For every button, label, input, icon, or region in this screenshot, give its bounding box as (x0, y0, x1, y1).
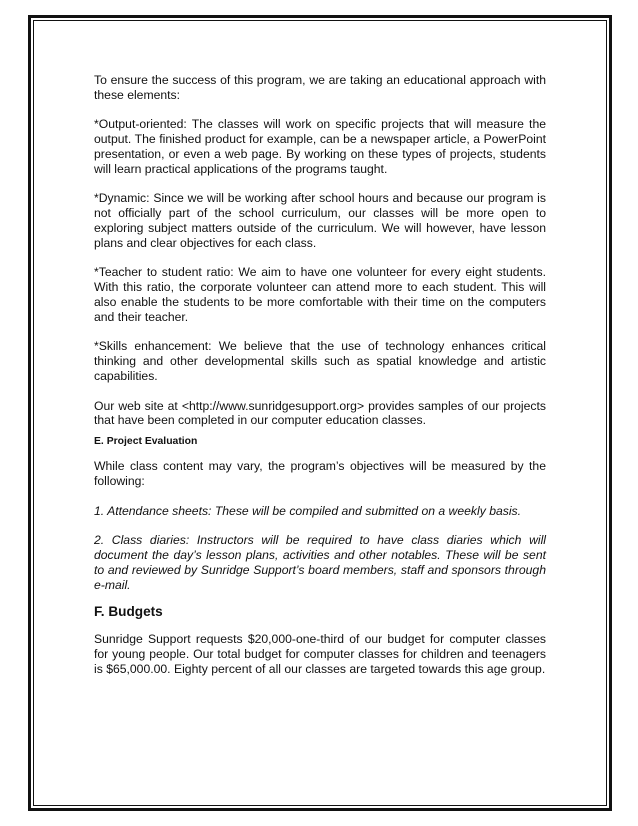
section-heading-budgets: F. Budgets (94, 604, 163, 620)
evaluation-intro: While class content may vary, the program’s objectives will be measured by the following: (94, 459, 546, 488)
website-text-after: provides samples of our projects that have been completed in our computer education classes. (94, 398, 546, 428)
website-link[interactable]: <http://www.sunridgesupport.org> (181, 398, 365, 413)
section-heading-evaluation: E. Project Evaluation (94, 436, 198, 448)
website-text-before: Our web site at (94, 398, 182, 413)
budgets-paragraph: Sunridge Support requests $20,000-one-third of our budget for computer classes for young people. Our total budget for computer classes for children and teenagers is $65,000.00. Eighty percent of all our classes are targeted towards this age group. (94, 632, 546, 676)
website-paragraph (94, 399, 546, 429)
evaluation-item-diaries: 2. Class diaries: Instructors will be required to have class diaries which will document the day’s lesson plans, activities and other notables. These will be sent to and reviewed by Sunridge Support’s board members, staff and sponsors through e-mail. (94, 533, 546, 592)
intro-paragraph: To ensure the success of this program, we are taking an educational approach with these elements: (94, 73, 546, 102)
evaluation-item-attendance: 1. Attendance sheets: These will be compiled and submitted on a weekly basis. (94, 503, 522, 518)
page-content (94, 73, 546, 677)
element-dynamic: *Dynamic: Since we will be working after school hours and because our program is not officially part of the school curriculum, our classes will be more open to exploring subject matters outside of the curriculum. We will however, have lesson plans and clear objectives for each class. (94, 191, 546, 250)
element-skills-enhancement: *Skills enhancement: We believe that the use of technology enhances critical thinking and other developmental skills such as spatial knowledge and artistic capabilities. (94, 339, 546, 383)
element-teacher-ratio: *Teacher to student ratio: We aim to have one volunteer for every eight students. With this ratio, the corporate volunteer can attend more to each student. This will also enable the students to be more comfortable with their time on the computers and their teacher. (94, 265, 546, 324)
element-output-oriented: *Output-oriented: The classes will work on specific projects that will measure the output. The finished product for example, can be a newspaper article, a PowerPoint presentation, or even a web page. By working on these types of projects, students will learn practical applications of the programs taught. (94, 117, 546, 176)
